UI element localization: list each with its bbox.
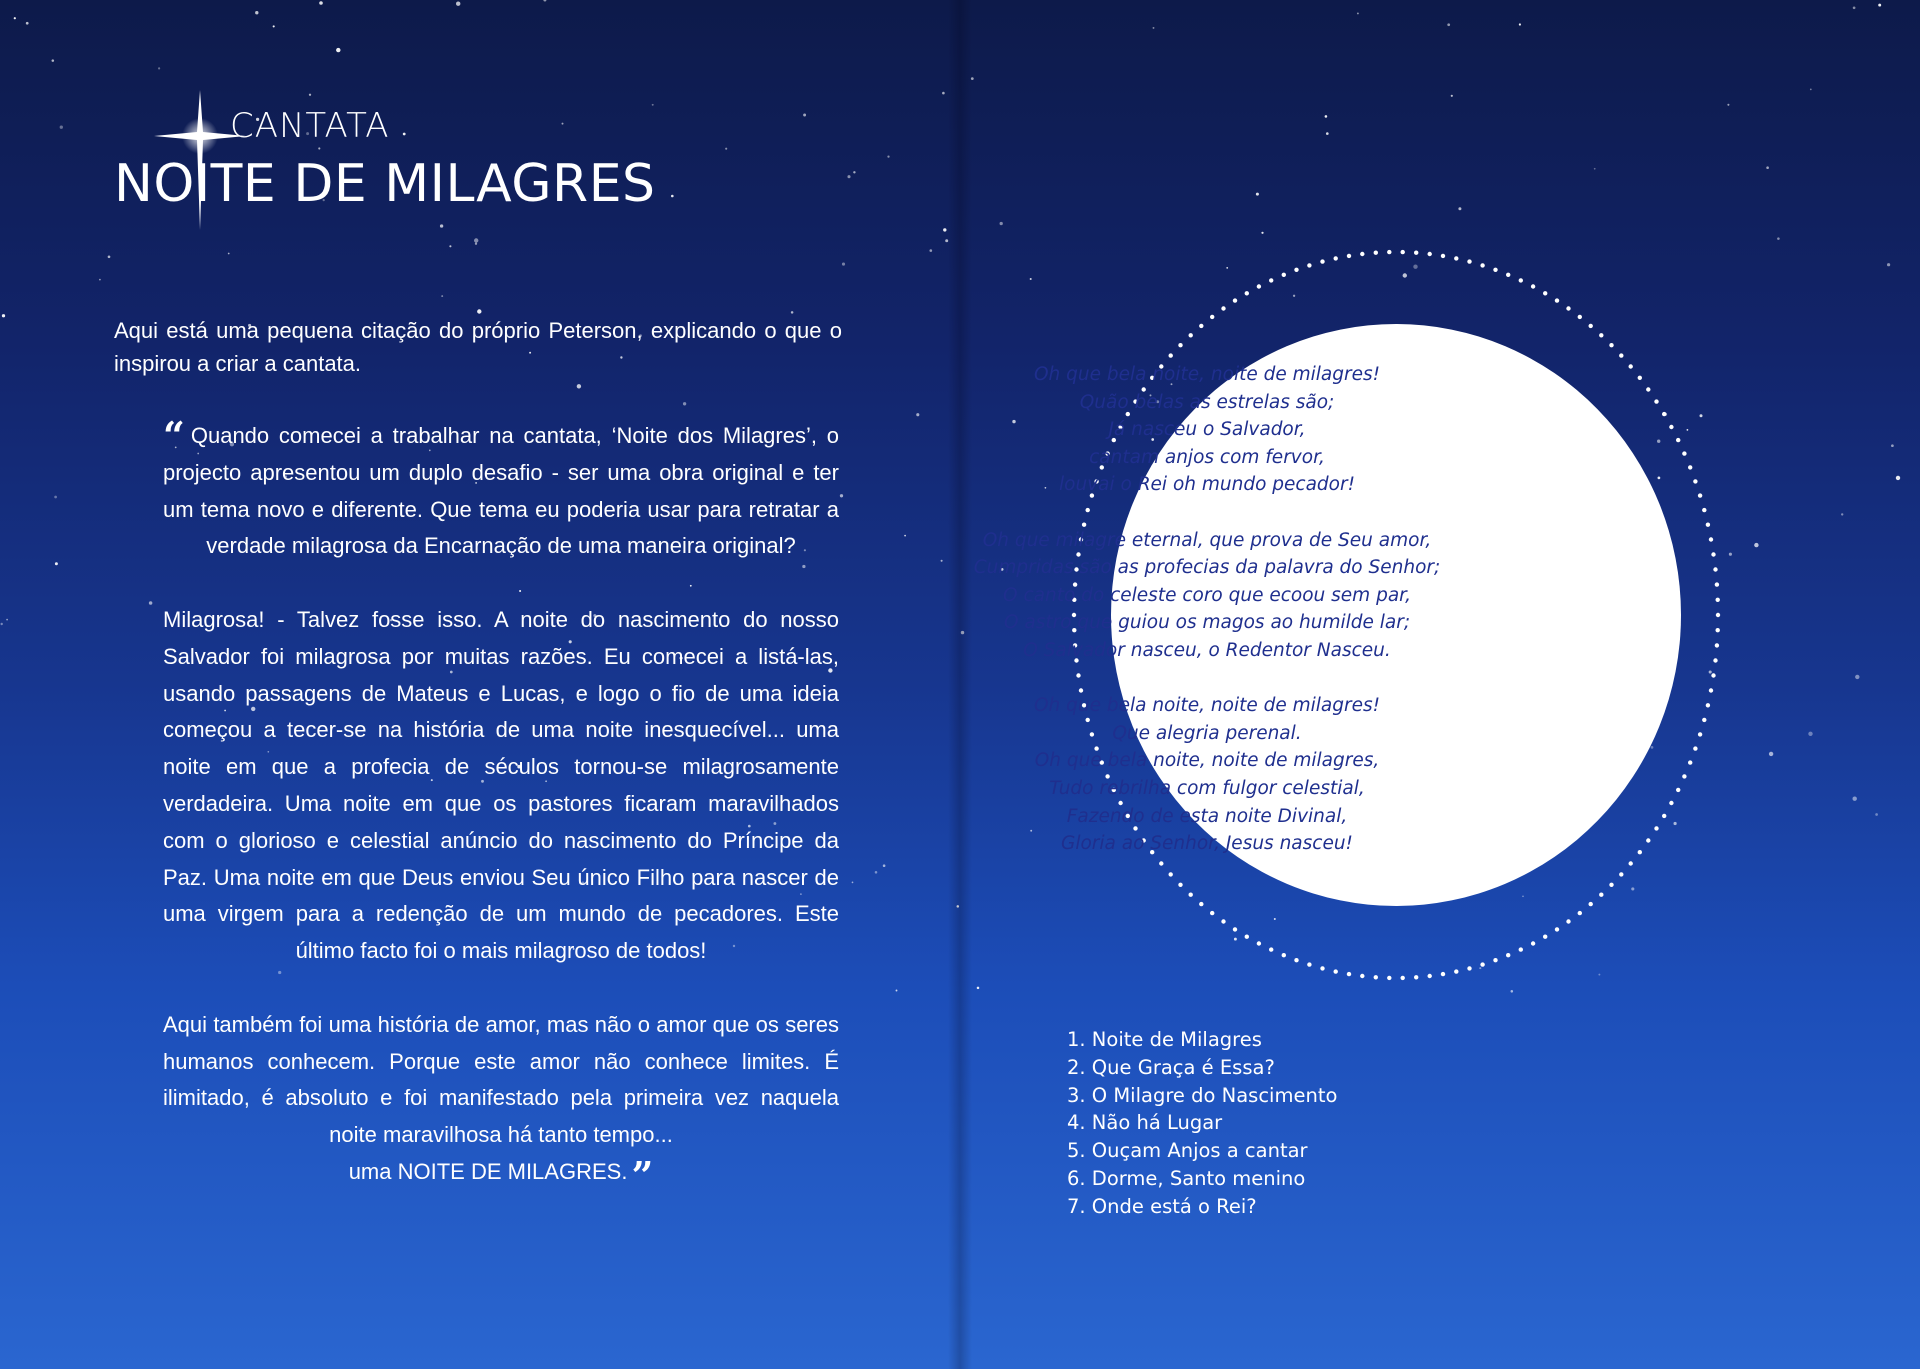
ring-dot: [1401, 250, 1405, 254]
ring-dot: [1713, 567, 1717, 571]
closing-prefix: uma: [348, 1158, 392, 1184]
title-big: NOITE DE MILAGRES: [114, 154, 656, 214]
quote-paragraph-3-text: Aqui também foi uma história de amor, mas não o amor que os seres humanos conhecem. Porque este amor não conhece limites. É ilimitado, é absoluto e foi manifestado pela primeira vez naquela noite maravilhosa há tanto tempo...: [163, 1011, 839, 1148]
ring-dot: [1702, 718, 1706, 722]
ring-dot: [1159, 861, 1163, 865]
ring-dot: [1619, 353, 1623, 357]
ring-dot: [1566, 919, 1570, 923]
ring-dot: [1693, 746, 1697, 750]
ring-dot: [1589, 324, 1593, 328]
ring-dot: [1178, 343, 1182, 347]
track-item: 2. Que Graça é Essa?: [1067, 1055, 1275, 1079]
quote-paragraph-1: [163, 413, 839, 565]
ring-dot: [1467, 259, 1471, 263]
ring-dot: [1629, 861, 1633, 865]
ring-dot: [1599, 893, 1603, 897]
lyrics-line: Fazendo de esta noite Divinal,: [1066, 805, 1348, 827]
ring-dot: [1693, 479, 1697, 483]
ring-dot: [1387, 250, 1391, 254]
track-item: 6. Dorme, Santo menino: [1067, 1166, 1306, 1190]
ring-dot: [1189, 893, 1193, 897]
ring-dot: [1646, 387, 1650, 391]
quote-block: [163, 413, 839, 1198]
ring-dot: [1189, 333, 1193, 337]
ring-dot: [1307, 263, 1311, 267]
ring-dot: [1682, 451, 1686, 455]
lyrics-stanza: [966, 527, 1448, 665]
track-list: [1067, 1026, 1337, 1221]
ring-dot: [1713, 658, 1717, 662]
ring-dot: [1414, 975, 1418, 979]
ring-dot: [1662, 412, 1666, 416]
ring-dot: [1221, 919, 1225, 923]
close-quote-mark: ”: [631, 1152, 654, 1198]
ring-dot: [1698, 493, 1702, 497]
lyrics-line: O canto do celeste coro que ecoou sem par,: [1003, 584, 1411, 606]
ring-dot: [1428, 252, 1432, 256]
lyrics-line: Oh que bela noite, noite de milagres!: [1033, 695, 1381, 717]
track-item: 3. O Milagre do Nascimento: [1067, 1083, 1338, 1107]
ring-dot: [1360, 974, 1364, 978]
ring-dot: [1257, 284, 1261, 288]
ring-dot: [1199, 324, 1203, 328]
lyrics-line: O Salvador nasceu, o Redentor Nasceu.: [1023, 639, 1391, 661]
ring-dot: [1178, 883, 1182, 887]
ring-dot: [1210, 911, 1214, 915]
ring-dot: [1257, 941, 1261, 945]
lyrics-line: cantam anjos com fervor,: [1089, 446, 1325, 468]
ring-dot: [1715, 582, 1719, 586]
ring-dot: [1555, 927, 1559, 931]
ring-dot: [1210, 315, 1214, 319]
ring-dot: [1334, 969, 1338, 973]
track-item: 7. Onde está o Rei?: [1067, 1194, 1257, 1218]
ring-dot: [1709, 688, 1713, 692]
lyrics-text: [966, 361, 1448, 858]
ring-dot: [1646, 838, 1650, 842]
ring-dot: [1374, 975, 1378, 979]
ring-dot: [1320, 259, 1324, 263]
lyrics-line: Gloria ao Senhor, Jesus nasceu!: [1061, 833, 1353, 855]
ring-dot: [1599, 333, 1603, 337]
ring-dot: [1506, 953, 1510, 957]
ring-dot: [1716, 628, 1720, 632]
ring-dot: [1654, 399, 1658, 403]
lyrics-line: louvai o Rei oh mundo pecador!: [1059, 474, 1355, 496]
quote-closing: [163, 1152, 839, 1198]
lyrics-line: O astro que guiou os magos ao humilde lar;: [1003, 612, 1411, 634]
track-item: 5. Ouçam Anjos a cantar: [1067, 1139, 1308, 1163]
open-quote-mark: “: [163, 413, 185, 458]
ring-dot: [1387, 976, 1391, 980]
lyrics-line: Cumpridas são as profecias da palavra do Senhor;: [973, 557, 1441, 579]
ring-dot: [1676, 788, 1680, 792]
ring-dot: [1199, 902, 1203, 906]
ring-dot: [1360, 252, 1364, 256]
ring-dot: [1454, 256, 1458, 260]
ring-dot: [1414, 251, 1418, 255]
lyrics-line: Oh que bela noite, noite de milagres,: [1034, 750, 1380, 772]
ring-dot: [1401, 976, 1405, 980]
cantata-title: [112, 96, 656, 226]
ring-dot: [1347, 972, 1351, 976]
ring-dot: [1519, 947, 1523, 951]
ring-dot: [1619, 872, 1623, 876]
ring-dot: [1269, 947, 1273, 951]
lyrics-stanza: [966, 692, 1448, 858]
ring-dot: [1715, 643, 1719, 647]
ring-dot: [1282, 273, 1286, 277]
lyrics-line: Que alegria perenal.: [1112, 722, 1302, 744]
ring-dot: [1543, 935, 1547, 939]
lyrics-line: Tudo rebrilha com fulgor celestial,: [1049, 777, 1365, 799]
ring-dot: [1233, 927, 1237, 931]
ring-dot: [1702, 508, 1706, 512]
ring-dot: [1589, 902, 1593, 906]
ring-dot: [1662, 814, 1666, 818]
ring-dot: [1706, 703, 1710, 707]
quote-paragraph-3: [163, 1007, 839, 1198]
quote-paragraph-2: Milagrosa! - Talvez fosse isso. A noite do nascimento do nosso Salvador foi milagrosa por muitas razões. Eu comecei a listá-las, usando passagens de Mateus e Lucas, e logo o fio de uma ideia começou a tecer-se na história de uma noite inesquecível... uma noite em que a profecia de séculos tornou-se milagrosamente verdadeira. Uma noite em que os pastores ficaram maravilhados com o glorioso e celestial anúncio do nascimento do Príncipe da Paz. Uma noite em que Deus enviou Seu único Filho para nascer de uma virgem para a redenção de um mundo de pecadores. Este último facto foi o mais milagroso de todos!: [163, 606, 839, 964]
ring-dot: [1282, 953, 1286, 957]
lyrics-line: Oh que bela noite, noite de milagres!: [1033, 364, 1381, 385]
ring-dot: [1307, 962, 1311, 966]
ring-dot: [1638, 850, 1642, 854]
lyrics-line: Já nasceu o Salvador,: [1108, 419, 1306, 441]
ring-dot: [1506, 273, 1510, 277]
ring-dot: [1543, 291, 1547, 295]
ring-dot: [1682, 774, 1686, 778]
ring-dot: [1688, 760, 1692, 764]
ring-dot: [1169, 353, 1173, 357]
ring-dot: [1294, 268, 1298, 272]
intro-text: Aqui está uma pequena citação do próprio Peterson, explicando o que o inspirou a criar a cantata.: [114, 318, 842, 376]
ring-dot: [1347, 254, 1351, 258]
ring-dot: [1269, 278, 1273, 282]
ring-dot: [1669, 425, 1673, 429]
ring-dot: [1698, 732, 1702, 736]
ring-dot: [1245, 935, 1249, 939]
lyrics-line: Oh que milagre eternal, que prova de Seu amor,: [982, 529, 1432, 551]
lyrics-line: Quão belas as estrelas são;: [1079, 391, 1335, 413]
ring-dot: [1233, 298, 1237, 302]
ring-dot: [1454, 969, 1458, 973]
ring-dot: [1566, 306, 1570, 310]
ring-dot: [1669, 801, 1673, 805]
ring-dot: [1519, 278, 1523, 282]
ring-dot: [1221, 306, 1225, 310]
ring-dot: [1467, 966, 1471, 970]
ring-dot: [1676, 438, 1680, 442]
ring-dot: [1441, 254, 1445, 258]
quote-paragraph-1-text: Quando comecei a trabalhar na cantata, ‘Noite dos Milagres’, o projecto apresentou um duplo desafio - ser uma obra original e ter um tema novo e diferente. Que tema eu poderia usar para retratar a verdade milagrosa da Encarnação de uma maneira original?: [163, 423, 839, 559]
ring-dot: [1711, 552, 1715, 556]
ring-dot: [1531, 284, 1535, 288]
ring-dot: [1294, 958, 1298, 962]
ring-dot: [1609, 343, 1613, 347]
ring-dot: [1609, 883, 1613, 887]
ring-dot: [1578, 315, 1582, 319]
lyrics-stanza: [966, 361, 1448, 499]
ring-dot: [1638, 376, 1642, 380]
ring-dot: [1374, 251, 1378, 255]
ring-dot: [1480, 962, 1484, 966]
title-small: CANTATA: [230, 106, 390, 146]
ring-dot: [1245, 291, 1249, 295]
ring-dot: [1555, 298, 1559, 302]
ring-dot: [1711, 673, 1715, 677]
ring-dot: [1480, 263, 1484, 267]
ring-dot: [1169, 872, 1173, 876]
ring-dot: [1441, 972, 1445, 976]
ring-dot: [1709, 537, 1713, 541]
ring-dot: [1320, 966, 1324, 970]
track-item: 4. Não há Lugar: [1067, 1111, 1223, 1135]
ring-dot: [1706, 523, 1710, 527]
ring-dot: [1578, 911, 1582, 915]
ring-dot: [1716, 613, 1720, 617]
ring-dot: [1716, 598, 1720, 602]
ring-dot: [1531, 941, 1535, 945]
ring-dot: [1688, 465, 1692, 469]
ring-dot: [1334, 256, 1338, 260]
closing-title: NOITE DE MILAGRES.: [397, 1158, 628, 1184]
ring-dot: [1629, 364, 1633, 368]
track-item: 1. Noite de Milagres: [1067, 1028, 1262, 1051]
ring-dot: [1493, 958, 1497, 962]
ring-dot: [1654, 826, 1658, 830]
ring-dot: [1428, 974, 1432, 978]
ring-dot: [1493, 268, 1497, 272]
